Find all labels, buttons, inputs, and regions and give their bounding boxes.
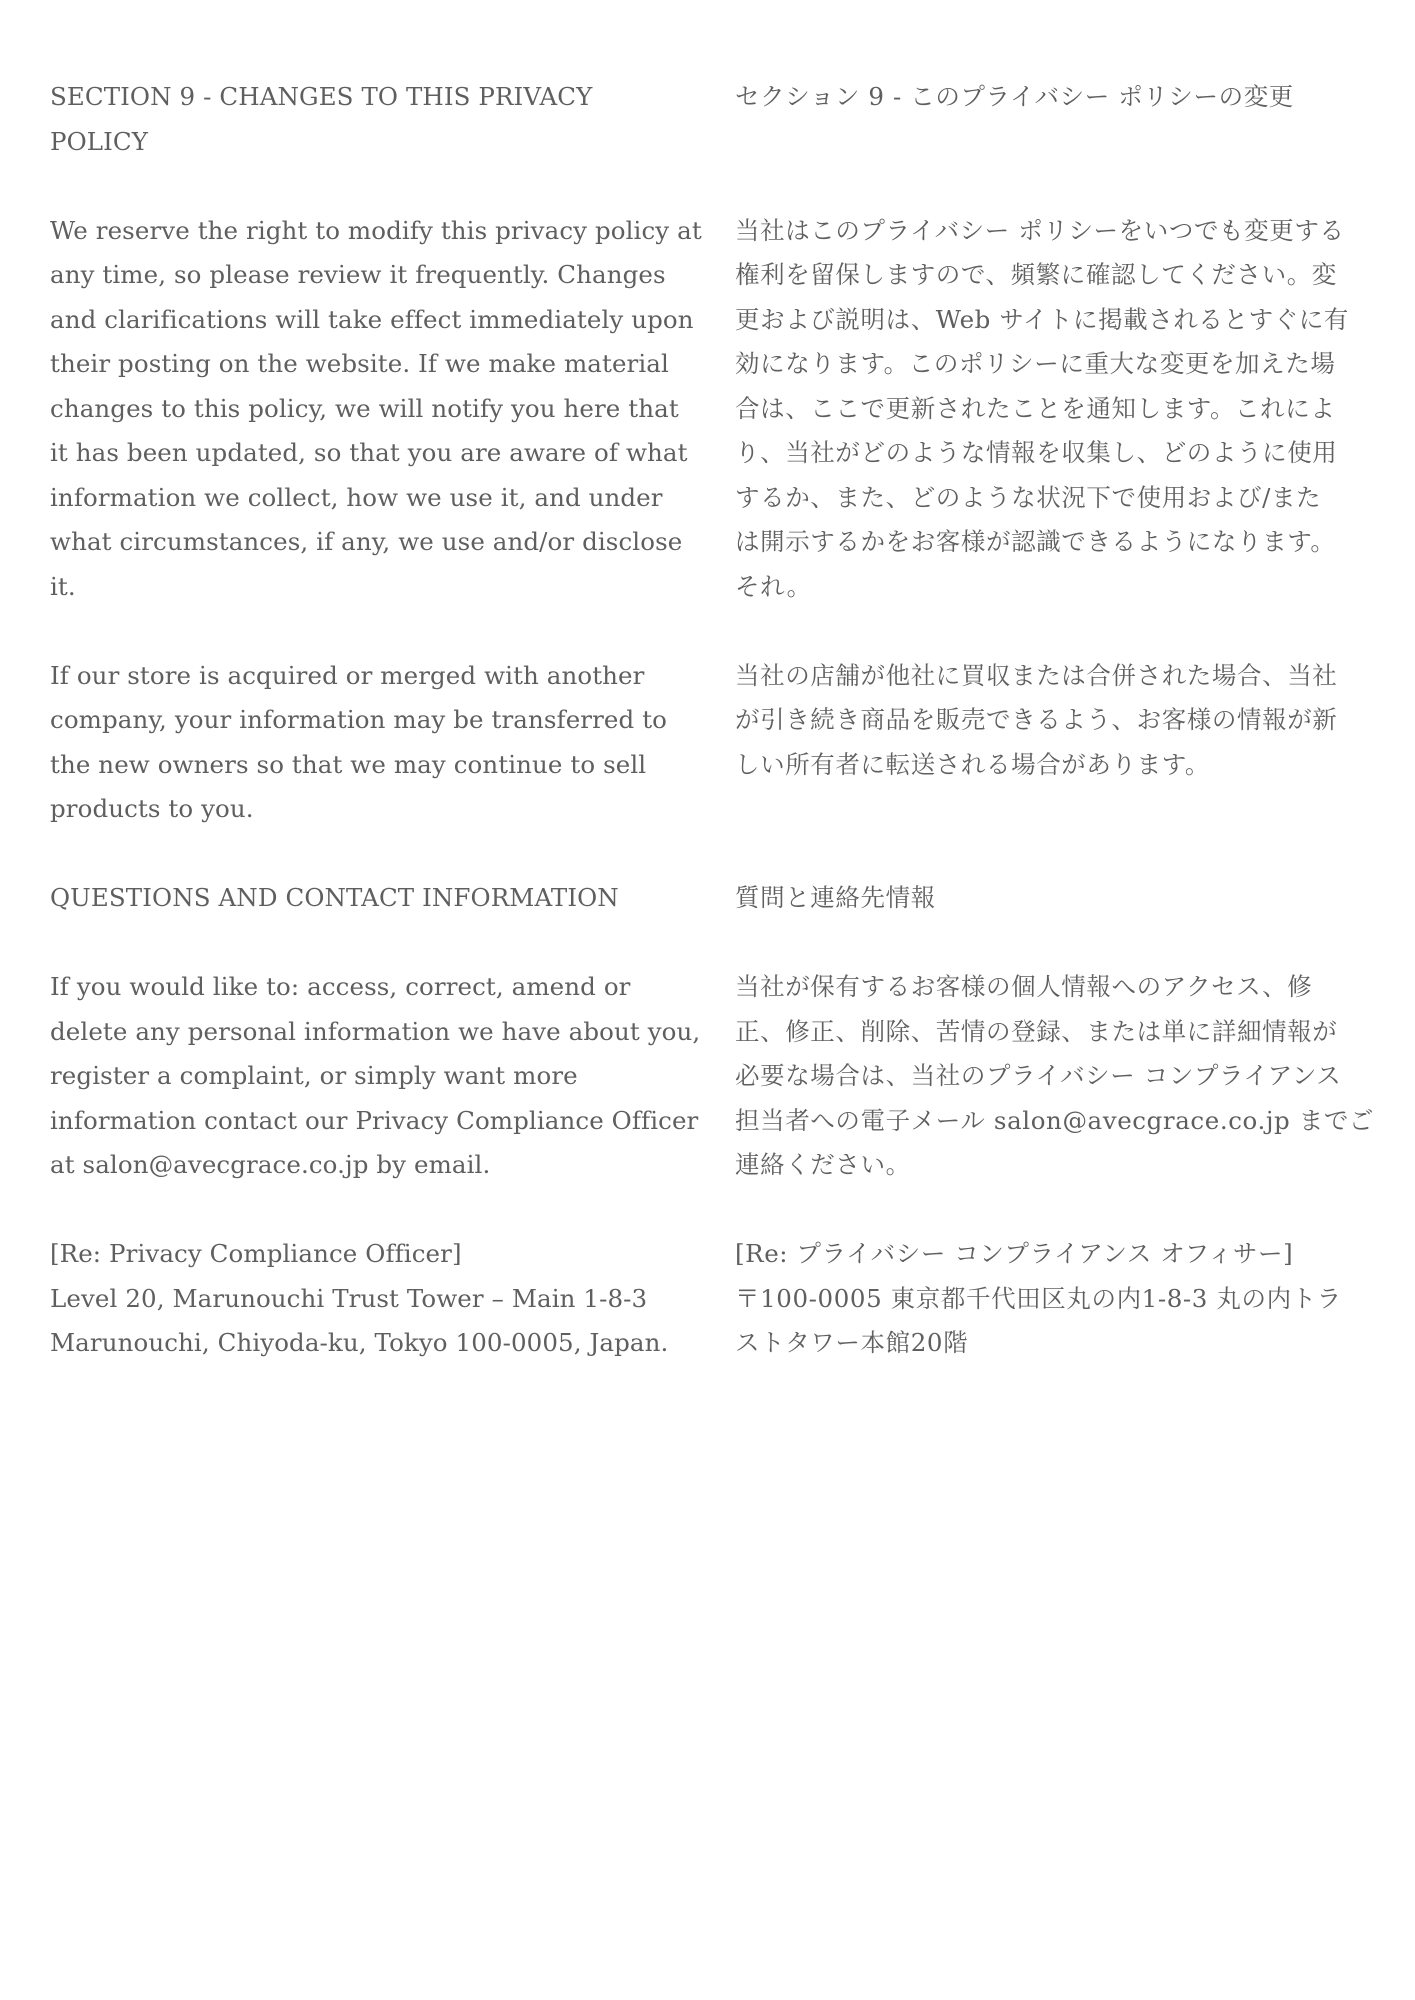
contact-info-paragraph-en: If you would like to: access, correct, amend or delete any personal information we have about you, register a complaint, or simply want more information contact our Privacy Compliance Officer at salon@avecgrace.co.jp by email. bbox=[50, 972, 701, 1179]
address-en: [Re: Privacy Compliance Officer] Level 20, Marunouchi Trust Tower – Main 1-8-3 Marunouchi, Chiyoda-ku, Tokyo 100-0005, Japan. bbox=[50, 1239, 669, 1357]
section-heading-row bbox=[50, 75, 1385, 164]
policy-changes-paragraph-ja: 当社はこのプライバシー ポリシーをいつでも変更する 権利を留保しますので、頻繁に確認してください。変 更および説明は、Web サイトに掲載されるとすぐに有 効になります。このポリシーに重大な変更を加えた場 合は、ここで更新されたことを通知します。これによ り、当社がどのような情報を収集し、どのように使用 するか、また、どのような状況下で使用および/また は開示するかをお客様が認識できるようになります。 それ。 bbox=[735, 215, 1350, 601]
policy-changes-row bbox=[50, 209, 1385, 610]
address-row bbox=[50, 1232, 1385, 1366]
contact-heading-row bbox=[50, 876, 1385, 921]
document-body bbox=[50, 75, 1385, 1366]
contact-heading-ja: 質問と連絡先情報 bbox=[735, 883, 936, 912]
policy-changes-paragraph-en: We reserve the right to modify this privacy policy at any time, so please review it frequently. Changes and clarifications will take effect immediately upon their posting on the website. If we make material changes to this policy, we will notify you here that it has been updated, so that you are aware of what information we collect, how we use it, and under what circumstances, if any, we use and/or disclose it. bbox=[50, 215, 702, 601]
store-acquisition-row bbox=[50, 654, 1385, 832]
contact-info-row bbox=[50, 965, 1385, 1188]
contact-heading-en: QUESTIONS AND CONTACT INFORMATION bbox=[50, 883, 619, 912]
contact-info-paragraph-ja: 当社が保有するお客様の個人情報へのアクセス、修 正、修正、削除、苦情の登録、または単に詳細情報が 必要な場合は、当社のプライバシー コンプライアンス 担当者への電子メール salon@avecgrace.co.jp までご 連絡ください。 bbox=[735, 972, 1375, 1179]
address-ja: [Re: プライバシー コンプライアンス オフィサー] 〒100-0005 東京都千代田区丸の内1-8-3 丸の内トラ ストタワー本館20階 bbox=[735, 1239, 1342, 1357]
section-heading-ja: セクション 9 - このプライバシー ポリシーの変更 bbox=[735, 82, 1294, 111]
store-acquisition-paragraph-en: If our store is acquired or merged with another company, your information may be transferred to the new owners so that we may continue to sell products to you. bbox=[50, 660, 667, 823]
store-acquisition-paragraph-ja: 当社の店舗が他社に買収または合併された場合、当社 が引き続き商品を販売できるよう、お客様の情報が新 しい所有者に転送される場合があります。 bbox=[735, 660, 1338, 779]
section-heading-en: SECTION 9 - CHANGES TO THIS PRIVACY POLICY bbox=[50, 82, 593, 156]
